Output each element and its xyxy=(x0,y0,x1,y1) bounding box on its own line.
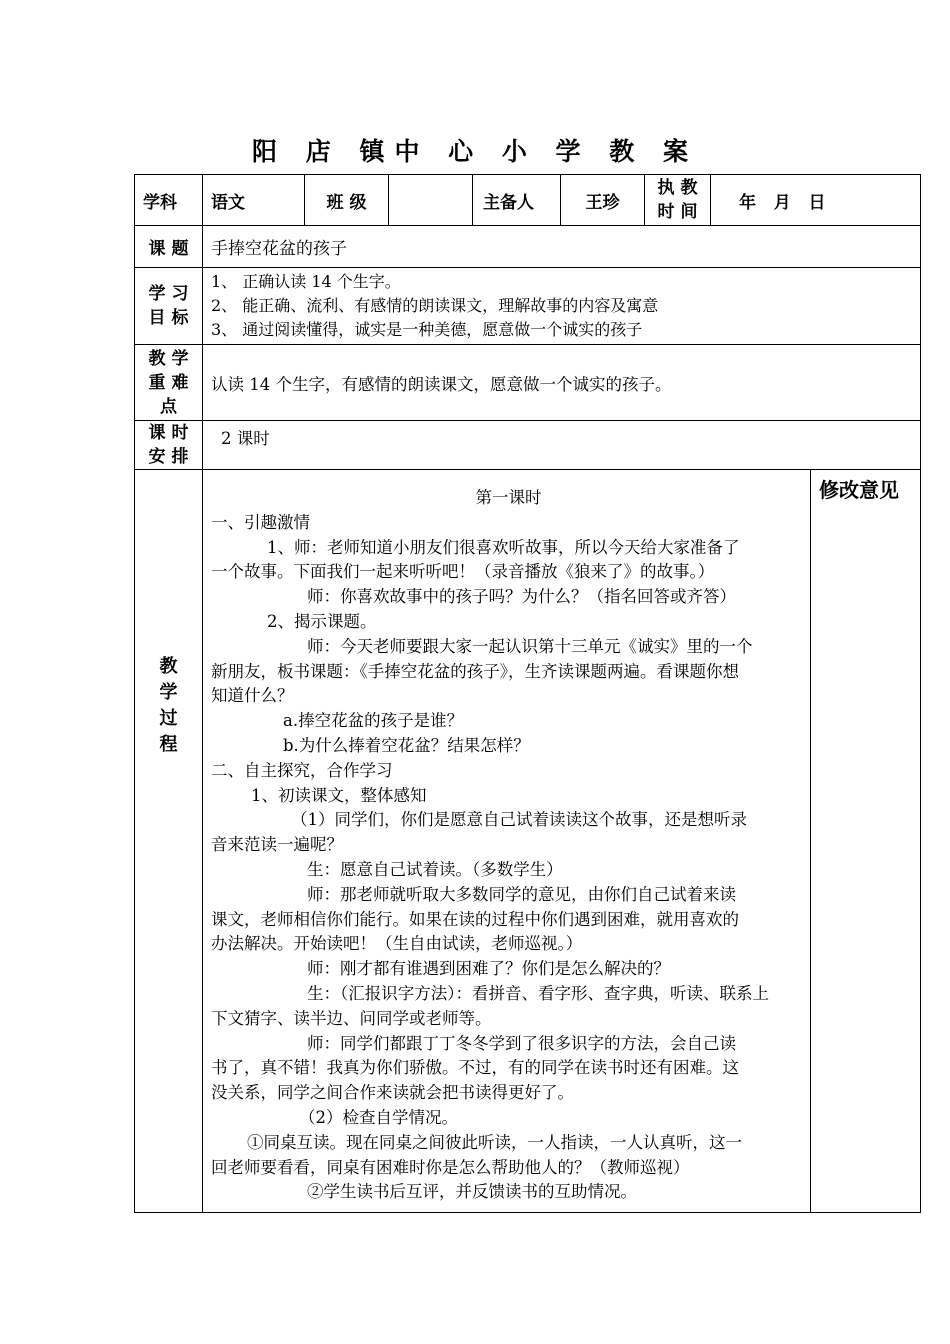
remarks-column xyxy=(811,470,921,1213)
process-paragraph: 师：你喜欢故事中的孩子吗？为什么？（指名回答或齐答） xyxy=(307,587,736,607)
process-paragraph: 生：愿意自己试着读。（多数学生） xyxy=(307,859,563,879)
process-question: a.捧空花盆的孩子是谁？ xyxy=(283,711,464,731)
process-row xyxy=(135,470,921,1213)
lesson-plan-table xyxy=(134,174,921,1213)
schedule-label-line2: 安 排 xyxy=(148,447,189,467)
process-paragraph: （2）检查自学情况。 xyxy=(299,1107,458,1127)
process-paragraph: 一个故事。下面我们一起来听听吧！（录音播放《狼来了》的故事。） xyxy=(211,562,715,582)
teaching-time-label xyxy=(645,175,711,226)
process-paragraph: 新朋友，板书课题：《手捧空花盆的孩子》，生齐读课题两遍。看课题你想 xyxy=(211,661,739,681)
schedule-row xyxy=(135,421,921,470)
key-points-row xyxy=(135,345,921,421)
remarks-label: 修改意见 xyxy=(819,478,899,502)
process-paragraph: 师：同学们都跟丁丁冬冬学到了很多识字的方法，会自己读 xyxy=(307,1033,736,1053)
preparer-label: 主备人 xyxy=(473,175,561,226)
goals-list xyxy=(203,268,921,345)
subject-label: 学科 xyxy=(135,175,203,226)
process-label-char: 学 xyxy=(159,682,178,703)
key-points-value: 认读 14 个生字，有感情的朗读课文，愿意做一个诚实的孩子。 xyxy=(203,345,921,421)
goals-row xyxy=(135,268,921,345)
goal-item: 3、 通过阅读懂得，诚实是一种美德，愿意做一个诚实的孩子 xyxy=(211,320,643,339)
schedule-label xyxy=(135,421,203,470)
key-points-label-line2: 重 难 xyxy=(148,372,189,393)
process-label-char: 过 xyxy=(159,708,178,729)
process-paragraph: 师：那老师就听取大多数同学的意见，由你们自己试着来读 xyxy=(307,884,736,904)
section-heading: 一、引趣激情 xyxy=(211,512,310,532)
process-paragraph: 回老师要看看，同桌有困难时你是怎么帮助他人的？（教师巡视） xyxy=(211,1157,690,1177)
process-paragraph: 师：刚才都有谁遇到困难了？你们是怎么解决的？ xyxy=(307,959,670,979)
process-paragraph: 1、师：老师知道小朋友们很喜欢听故事，所以今天给大家准备了 xyxy=(267,537,740,557)
key-points-label xyxy=(135,345,203,421)
goals-label xyxy=(135,268,203,345)
teaching-time-label-line2: 时 间 xyxy=(657,202,698,222)
process-paragraph: 2、揭示课题。 xyxy=(267,611,377,631)
subject-value: 语文 xyxy=(203,175,305,226)
process-question: b.为什么捧着空花盆？结果怎样？ xyxy=(283,735,530,755)
topic-row xyxy=(135,226,921,268)
process-paragraph: 下文猜字、读半边、问同学或老师等。 xyxy=(211,1008,492,1028)
header-row xyxy=(135,175,921,226)
process-paragraph: 音来范读一遍呢？ xyxy=(211,835,343,855)
process-label xyxy=(135,470,203,1213)
schedule-label-line1: 课 时 xyxy=(148,423,189,443)
lesson-subtitle: 第一课时 xyxy=(475,488,542,507)
preparer-value: 王珍 xyxy=(561,175,645,226)
process-paragraph: 1、初读课文，整体感知 xyxy=(251,785,427,805)
key-points-label-line1: 教 学 xyxy=(148,348,189,369)
process-paragraph: 生：（汇报识字方法）：看拼音、看字形、查字典，听读、联系上 xyxy=(307,983,769,1003)
process-label-char: 程 xyxy=(159,734,178,755)
process-paragraph: 师：今天老师要跟大家一起认识第十三单元《诚实》里的一个 xyxy=(307,636,753,656)
goals-label-line1: 学 习 xyxy=(148,284,189,304)
goal-item: 2、 能正确、流利、有感情的朗读课文，理解故事的内容及寓意 xyxy=(211,296,659,315)
class-label: 班 级 xyxy=(305,175,389,226)
teaching-time-label-line1: 执 教 xyxy=(657,178,698,198)
section-heading: 二、自主探究，合作学习 xyxy=(211,760,393,780)
process-label-char: 教 xyxy=(159,656,178,677)
key-points-label-line3: 点 xyxy=(160,396,177,417)
process-paragraph: 办法解决。开始读吧！（生自由试读，老师巡视。） xyxy=(211,934,583,954)
process-paragraph: 没关系，同学之间合作来读就会把书读得更好了。 xyxy=(211,1083,574,1103)
class-value xyxy=(389,175,473,226)
process-paragraph: ②学生读书后互评，并反馈读书的互助情况。 xyxy=(307,1182,637,1202)
process-paragraph: 课文，老师相信你们能行。如果在读的过程中你们遇到困难，就用喜欢的 xyxy=(211,909,739,929)
process-content xyxy=(203,470,811,1213)
date-value: 年 月 日 xyxy=(711,175,921,226)
schedule-value: 2 课时 xyxy=(203,421,921,470)
topic-label: 课 题 xyxy=(135,226,203,268)
process-paragraph: 知道什么？ xyxy=(211,686,294,706)
process-paragraph: 书了，真不错！我真为你们骄傲。不过，有的同学在读书时还有困难。这 xyxy=(211,1058,739,1078)
goals-label-line2: 目 标 xyxy=(148,308,189,328)
goal-item: 1、 正确认读 14 个生字。 xyxy=(211,272,401,291)
process-paragraph: （1）同学们，你们是愿意自己试着读读这个故事，还是想听录 xyxy=(291,810,747,830)
topic-value: 手捧空花盆的孩子 xyxy=(203,226,921,268)
page-title: 阳 店 镇中 心 小 学 教 案 xyxy=(252,137,698,166)
process-paragraph: ①同桌互读。现在同桌之间彼此听读，一人指读，一人认真听，这一 xyxy=(247,1132,742,1152)
